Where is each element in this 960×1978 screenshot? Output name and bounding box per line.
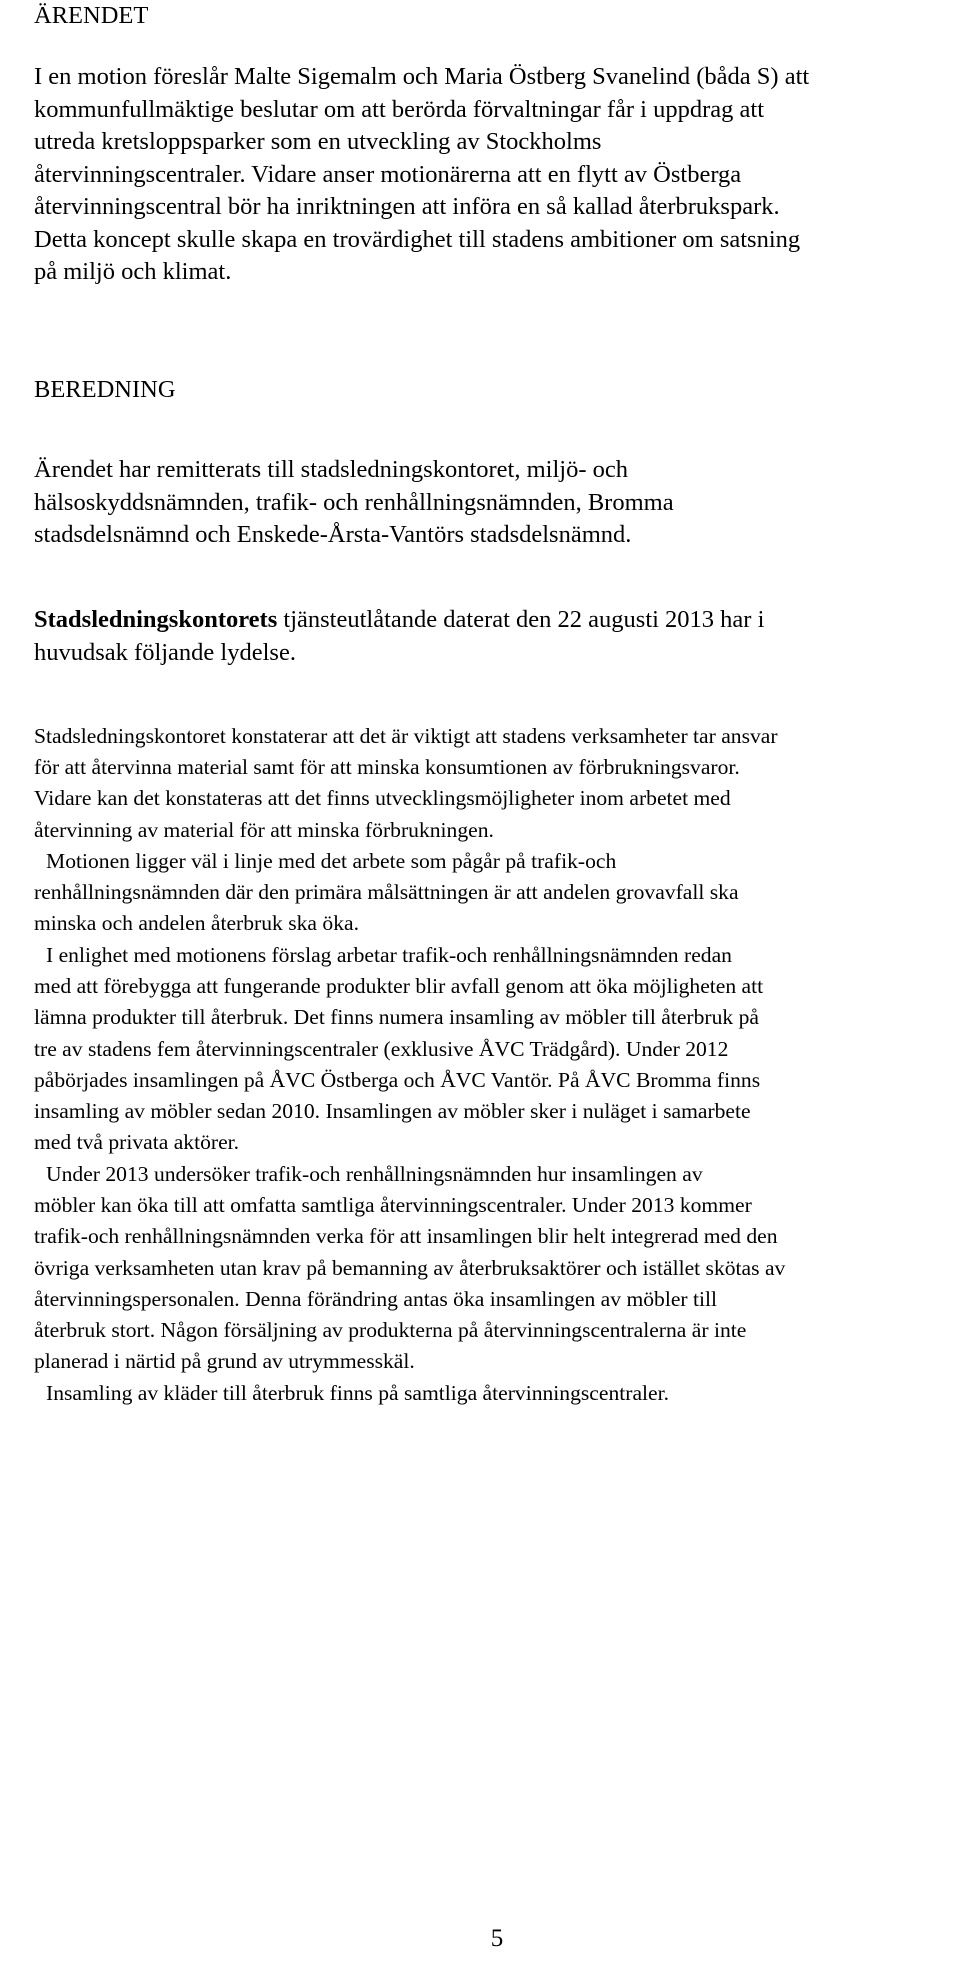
text-line: Detta koncept skulle skapa en trovärdighet till stadens ambitioner om satsning xyxy=(34,225,801,253)
text-line: utreda kretsloppsparker som en utveckling av Stockholms xyxy=(34,128,602,155)
memo-paragraph-4 xyxy=(34,1159,954,1377)
text-line: planerad i närtid på grund av utrymmesskäl. xyxy=(34,1349,415,1374)
memo-paragraph-3 xyxy=(34,940,954,1158)
heading-arendet: ÄRENDET xyxy=(34,2,149,29)
text-line: återvinningscentraler. Vidare anser motionärerna att en flytt av Östberga xyxy=(34,160,742,188)
text-line: Stadsledningskontorets tjänsteutlåtande daterat den 22 augusti 2013 har i xyxy=(34,606,765,633)
text-line: huvudsak följande lydelse. xyxy=(34,638,296,666)
beredning-paragraph xyxy=(34,454,954,552)
text-line: återbruk stort. Någon försäljning av produkterna på återvinningscentralerna är inte xyxy=(34,1318,747,1343)
memo-paragraph-5 xyxy=(34,1378,954,1409)
text-line: hälsoskyddsnämnden, trafik- och renhållningsnämnden, Bromma xyxy=(34,488,674,516)
page-number: 5 xyxy=(490,1925,504,1952)
text-line: återvinningspersonalen. Denna förändring antas öka insamlingen av möbler till xyxy=(34,1286,718,1311)
memo-paragraph-2 xyxy=(34,846,954,940)
text-line: möbler kan öka till att omfatta samtliga återvinningscentraler. Under 2013 kommer xyxy=(34,1193,752,1218)
text-line: I en motion föreslår Malte Sigemalm och Maria Östberg Svanelind (båda S) att xyxy=(34,63,810,90)
text-line: med två privata aktörer. xyxy=(34,1130,240,1155)
text-line: Under 2013 undersöker trafik-och renhållningsnämnden hur insamlingen av xyxy=(46,1162,703,1186)
text-line: stadsdelsnämnd och Enskede-Årsta-Vantörs stadsdelsnämnd. xyxy=(34,521,632,548)
text-line: kommunfullmäktige beslutar om att berörda förvaltningar får i uppdrag att xyxy=(34,95,765,123)
text-line: påbörjades insamlingen på ÅVC Östberga och ÅVC Vantör. På ÅVC Bromma finns xyxy=(34,1067,761,1092)
text-line: Motionen ligger väl i linje med det arbete som pågår på trafik-och xyxy=(46,849,617,873)
text-line: trafik-och renhållningsnämnden verka för att insamlingen blir helt integrerad med den xyxy=(34,1224,778,1249)
text-line: minska och andelen återbruk ska öka. xyxy=(34,911,359,936)
text-line: övriga verksamheten utan krav på bemanning av återbruksaktörer och istället skötas av xyxy=(34,1255,786,1280)
text-line: renhållningsnämnden där den primära målsättningen är att andelen grovavfall ska xyxy=(34,880,739,905)
memo-paragraph-1 xyxy=(34,721,954,846)
text-line: med att förebygga att fungerande produkter blir avfall genom att öka möjligheten att xyxy=(34,974,764,999)
text-line: Vidare kan det konstateras att det finns utvecklingsmöjligheter inom arbetet med xyxy=(34,786,731,811)
text-line: insamling av möbler sedan 2010. Insamlingen av möbler sker i nuläget i samarbete xyxy=(34,1099,751,1124)
text-line: tre av stadens fem återvinningscentraler (exklusive ÅVC Trädgård). Under 2012 xyxy=(34,1036,729,1061)
text-line: I enlighet med motionens förslag arbetar trafik-och renhållningsnämnden redan xyxy=(46,943,732,967)
text-line: Insamling av kläder till återbruk finns på samtliga återvinningscentraler. xyxy=(46,1381,670,1405)
text-line: Ärendet har remitterats till stadsledningskontoret, miljö- och xyxy=(34,456,628,483)
text-line: för att återvinna material samt för att minska konsumtionen av förbrukningsvaror. xyxy=(34,755,740,780)
text-line: återvinningscentral bör ha inriktningen att införa en så kallad återbrukspark. xyxy=(34,193,780,220)
arendet-paragraph xyxy=(34,61,954,289)
text-line: lämna produkter till återbruk. Det finns numera insamling av möbler till återbruk på xyxy=(34,1005,759,1030)
memo-intro-bold: Stadsledningskontorets xyxy=(34,606,278,633)
text-line: Stadsledningskontoret konstaterar att det är viktigt att stadens verksamheter tar ansvar xyxy=(34,724,778,748)
text-line: på miljö och klimat. xyxy=(34,258,232,285)
text-line: återvinning av material för att minska förbrukningen. xyxy=(34,817,494,842)
memo-intro-paragraph xyxy=(34,604,954,669)
heading-beredning: BEREDNING xyxy=(34,376,176,403)
